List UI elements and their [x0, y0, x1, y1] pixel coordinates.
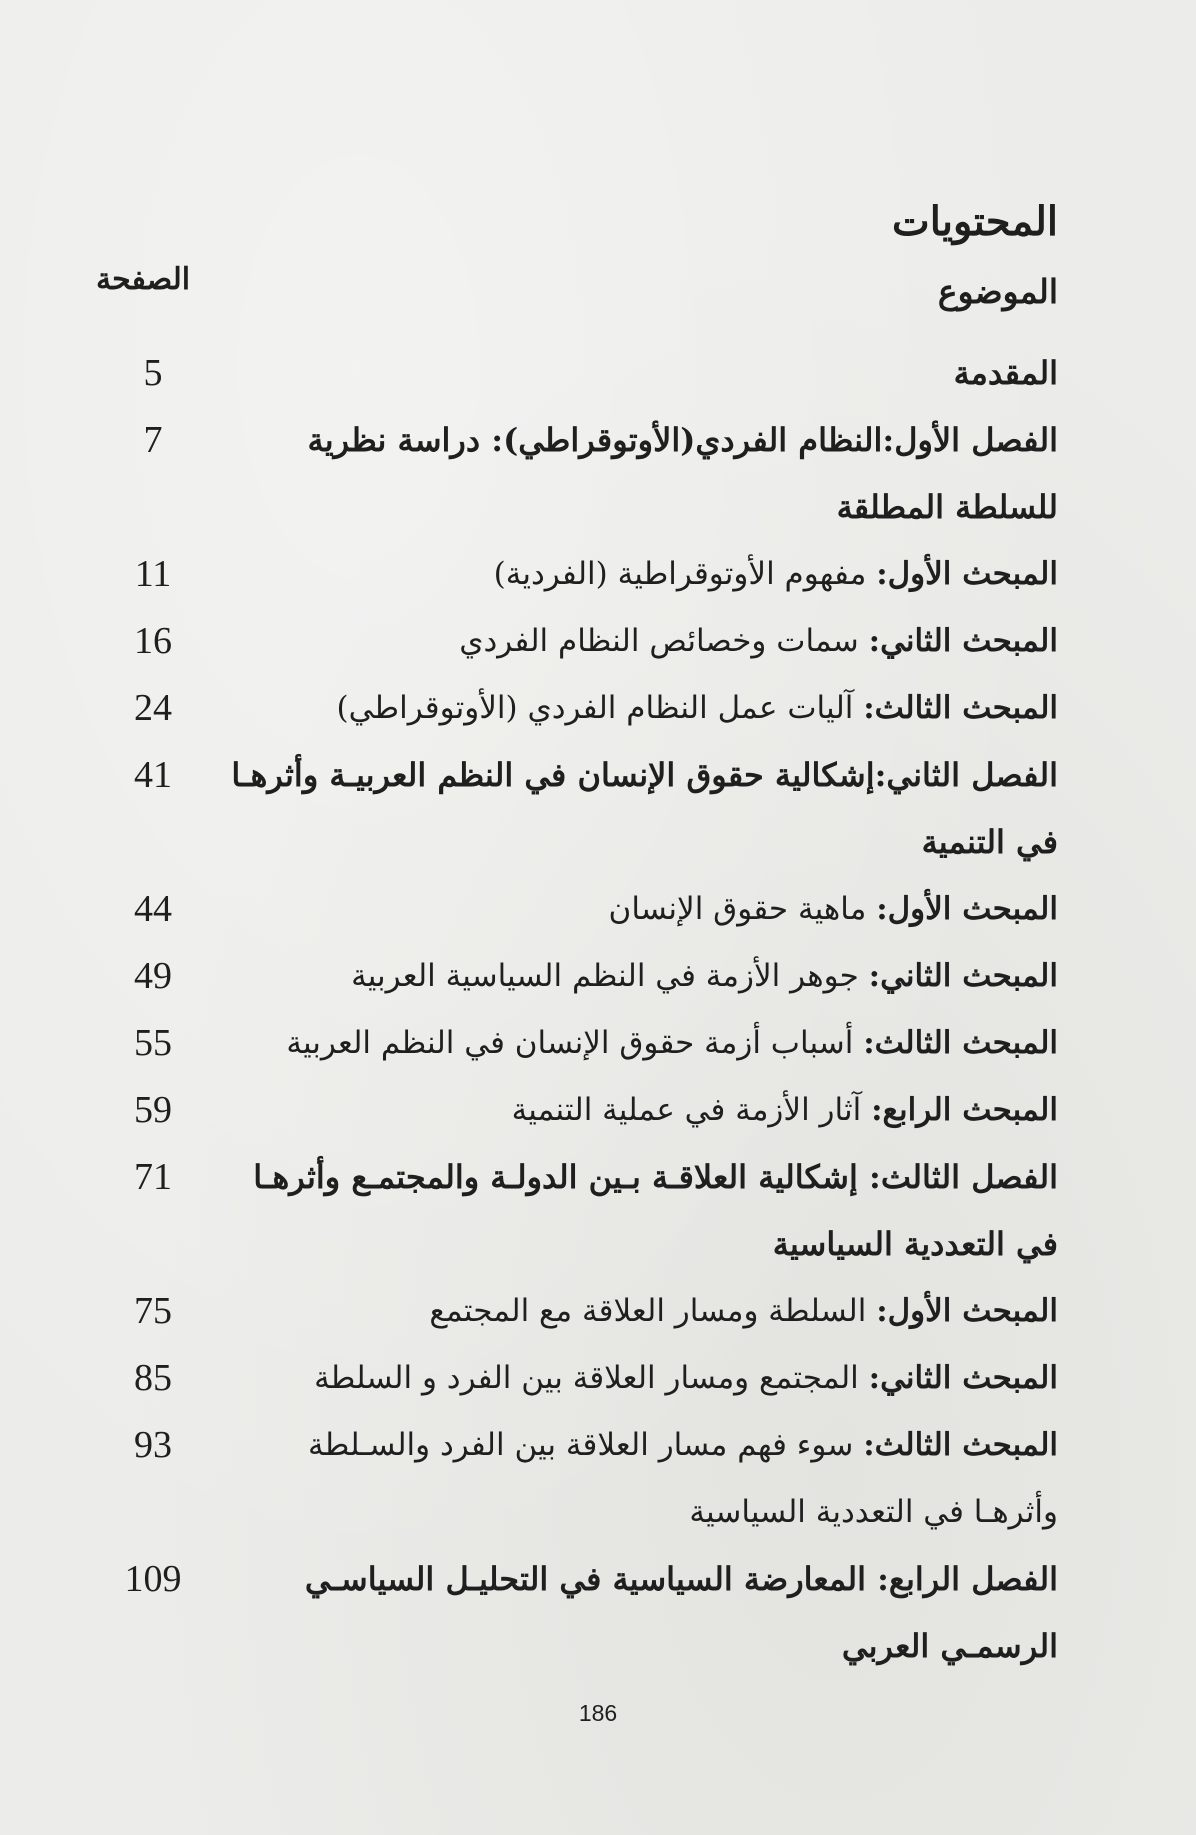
toc-entry-text [228, 1345, 1058, 1412]
toc-entry-title: سوء فهم مسار العلاقة بين الفرد والسـلطة وأثرهـا في التعددية السياسية [308, 1427, 1058, 1530]
toc-entry-title: ماهية حقوق الإنسان [608, 891, 877, 927]
toc-entry-text [228, 608, 1058, 675]
toc-entry-section [0, 1412, 1196, 1546]
toc-entry-chapter-3 [0, 1144, 1196, 1278]
toc-entry-page: 59 [134, 1089, 172, 1131]
toc-entry-title: جوهر الأزمة في النظم السياسية العربية [351, 958, 869, 994]
toc-entry-text [228, 1278, 1058, 1345]
toc-entry-title: سمات وخصائص النظام الفردي [459, 623, 869, 659]
toc-entry-introduction [0, 340, 1196, 407]
toc-entry-prefix: المبحث الثاني: [868, 1360, 1058, 1396]
toc-entry-page: 44 [134, 888, 172, 930]
toc-entry-page: 7 [143, 419, 163, 461]
toc-entry-text [228, 675, 1058, 742]
toc-entry-text [228, 1010, 1058, 1077]
toc-entry-chapter-1 [0, 407, 1196, 541]
toc-entry-text: المقدمة [953, 354, 1058, 392]
toc-entry-section [0, 876, 1196, 943]
toc-entry-section [0, 541, 1196, 608]
toc-entry-text: الفصل الثاني:إشكالية حقوق الإنسان في النظم العربيـة وأثرهـا في التنمية [231, 756, 1058, 861]
toc-entry-prefix: المبحث الثاني: [868, 623, 1058, 659]
column-page-label: الصفحة [96, 262, 191, 297]
toc-entry-title: آثار الأزمة في عملية التنمية [511, 1092, 872, 1128]
toc-entry-text: الفصل الرابع: المعارضة السياسية في التحليـل السياسـي الرسمـي العربي [304, 1560, 1058, 1665]
toc-entry-prefix: المبحث الأول: [876, 556, 1058, 592]
toc-entry-section [0, 675, 1196, 742]
toc-entry-page: 5 [143, 352, 163, 394]
toc-entry-chapter-4 [0, 1546, 1196, 1680]
toc-entry-page: 75 [134, 1290, 172, 1332]
toc-entry-prefix: المبحث الثاني: [868, 958, 1058, 994]
toc-entry-page: 71 [134, 1156, 172, 1198]
toc-entry-title: آليات عمل النظام الفردي (الأوتوقراطي) [336, 690, 864, 726]
toc-entry-page: 41 [134, 754, 172, 796]
toc-entry-title: أسباب أزمة حقوق الإنسان في النظم العربية [286, 1025, 864, 1061]
toc-entry-section [0, 1345, 1196, 1412]
toc-entry-title: السلطة ومسار العلاقة مع المجتمع [429, 1293, 877, 1329]
toc-entry-text: الفصل الثالث: إشكالية العلاقـة بـين الدولـة والمجتمـع وأثرهـا في التعددية السياسية [253, 1158, 1058, 1263]
toc-entry-section [0, 1077, 1196, 1144]
toc-entry-section [0, 608, 1196, 675]
toc-entry-text [228, 1412, 1058, 1546]
toc-list [0, 340, 1196, 1680]
toc-entry-prefix: المبحث الثالث: [863, 1427, 1058, 1463]
toc-header-row [0, 262, 1196, 332]
toc-entry-text: الفصل الأول:النظام الفردي(الأوتوقراطي): دراسة نظرية للسلطة المطلقة [307, 421, 1058, 526]
toc-entry-page: 55 [134, 1022, 172, 1064]
toc-entry-text [228, 1077, 1058, 1144]
toc-title: المحتويات [892, 198, 1058, 245]
page-number: 186 [578, 1700, 618, 1726]
toc-entry-prefix: المبحث الثالث: [863, 690, 1058, 726]
toc-entry-text [228, 943, 1058, 1010]
toc-entry-page: 109 [124, 1558, 182, 1600]
toc-entry-prefix: المبحث الأول: [876, 1293, 1058, 1329]
toc-entry-text [228, 541, 1058, 608]
toc-entry-section [0, 1010, 1196, 1077]
toc-entry-prefix: المبحث الأول: [876, 891, 1058, 927]
toc-entry-section [0, 943, 1196, 1010]
toc-entry-prefix: المبحث الرابع: [871, 1092, 1058, 1128]
toc-entry-chapter-2 [0, 742, 1196, 876]
toc-entry-prefix: المبحث الثالث: [863, 1025, 1058, 1061]
toc-entry-text [228, 876, 1058, 943]
toc-entry-page: 16 [134, 620, 172, 662]
toc-entry-page: 93 [134, 1424, 172, 1466]
toc-entry-page: 11 [134, 553, 172, 595]
toc-entry-section [0, 1278, 1196, 1345]
toc-entry-page: 24 [134, 687, 172, 729]
column-topic-label: الموضوع [937, 272, 1058, 311]
toc-entry-page: 49 [134, 955, 172, 997]
toc-entry-title: المجتمع ومسار العلاقة بين الفرد و السلطة [314, 1360, 869, 1396]
toc-entry-title: مفهوم الأوتوقراطية (الفردية) [493, 556, 877, 592]
toc-entry-page: 85 [134, 1357, 172, 1399]
